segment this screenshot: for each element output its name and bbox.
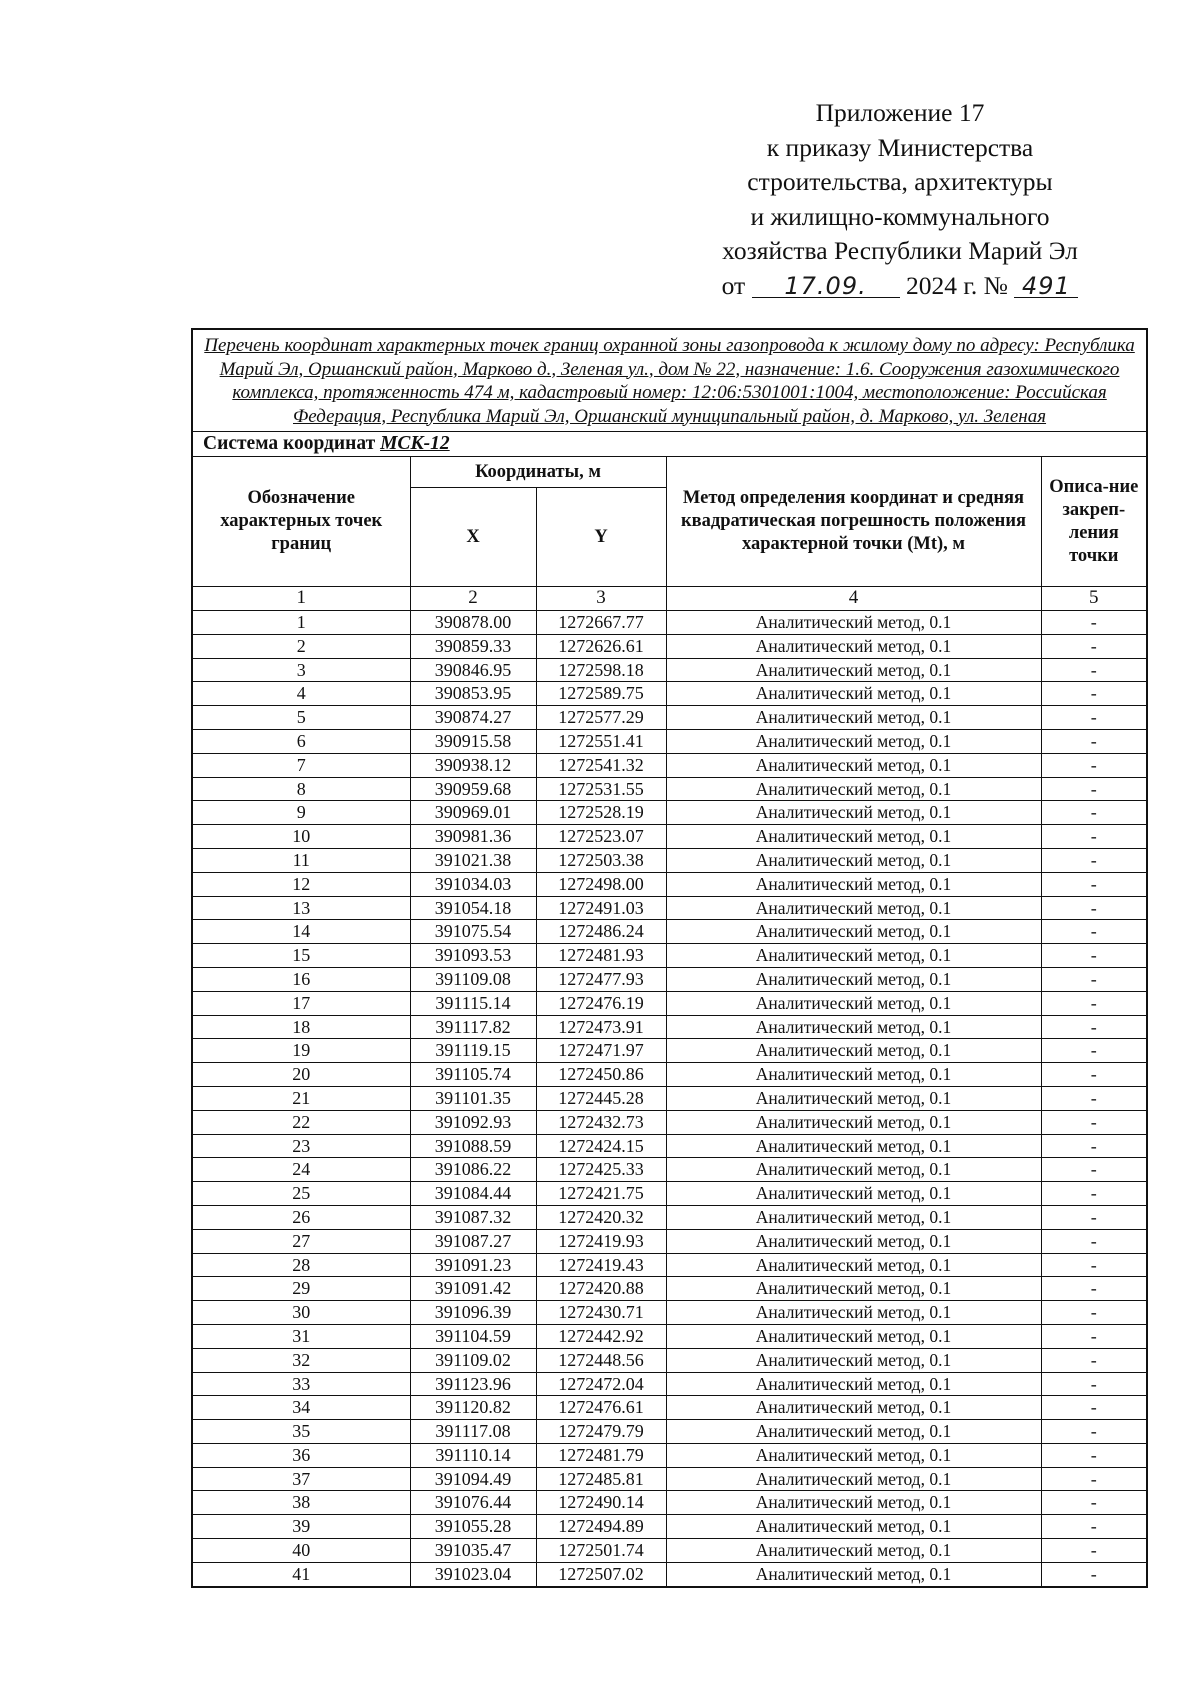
description-cell: - — [1041, 1253, 1147, 1277]
y-coordinate-cell: 1272501.74 — [536, 1539, 666, 1563]
description-cell: - — [1041, 1372, 1147, 1396]
y-coordinate-cell: 1272481.93 — [536, 944, 666, 968]
table-row — [192, 825, 1147, 849]
description-cell: - — [1041, 1539, 1147, 1563]
method-cell: Аналитический метод, 0.1 — [666, 1562, 1041, 1586]
description-cell: - — [1041, 1158, 1147, 1182]
y-coordinate-cell: 1272481.79 — [536, 1443, 666, 1467]
table-row — [192, 1205, 1147, 1229]
description-cell: - — [1041, 611, 1147, 635]
table-row — [192, 611, 1147, 635]
y-coordinate-cell: 1272476.61 — [536, 1396, 666, 1420]
table-row — [192, 1420, 1147, 1444]
table-row — [192, 896, 1147, 920]
table-row — [192, 1015, 1147, 1039]
table-row — [192, 1182, 1147, 1206]
description-cell: - — [1041, 1063, 1147, 1087]
method-cell: Аналитический метод, 0.1 — [666, 991, 1041, 1015]
table-row — [192, 991, 1147, 1015]
point-number-cell: 33 — [192, 1372, 410, 1396]
description-cell: - — [1041, 1324, 1147, 1348]
y-coordinate-cell: 1272479.79 — [536, 1420, 666, 1444]
y-coordinate-cell: 1272507.02 — [536, 1562, 666, 1586]
description-cell: - — [1041, 872, 1147, 896]
x-coordinate-cell: 391034.03 — [410, 872, 536, 896]
point-number-cell: 18 — [192, 1015, 410, 1039]
method-cell: Аналитический метод, 0.1 — [666, 1253, 1041, 1277]
y-coordinate-cell: 1272485.81 — [536, 1467, 666, 1491]
table-row — [192, 1515, 1147, 1539]
table-row — [192, 1348, 1147, 1372]
description-cell: - — [1041, 1491, 1147, 1515]
x-coordinate-cell: 391091.23 — [410, 1253, 536, 1277]
method-cell: Аналитический метод, 0.1 — [666, 1396, 1041, 1420]
method-cell: Аналитический метод, 0.1 — [666, 944, 1041, 968]
y-coordinate-cell: 1272551.41 — [536, 729, 666, 753]
y-coordinate-cell: 1272421.75 — [536, 1182, 666, 1206]
x-coordinate-cell: 391110.14 — [410, 1443, 536, 1467]
point-number-cell: 11 — [192, 848, 410, 872]
header-point: Обозначение характерных точек границ — [192, 457, 410, 587]
x-coordinate-cell: 391092.93 — [410, 1110, 536, 1134]
description-cell: - — [1041, 1015, 1147, 1039]
description-cell: - — [1041, 1443, 1147, 1467]
point-number-cell: 38 — [192, 1491, 410, 1515]
description-cell: - — [1041, 1515, 1147, 1539]
column-number: 5 — [1041, 587, 1147, 611]
header-line: хозяйства Республики Марий Эл — [722, 236, 1078, 265]
coordinate-system-row — [192, 432, 1147, 457]
x-coordinate-cell: 391109.08 — [410, 967, 536, 991]
y-coordinate-cell: 1272473.91 — [536, 1015, 666, 1039]
table-row — [192, 1063, 1147, 1087]
column-number: 2 — [410, 587, 536, 611]
number-blank — [1014, 269, 1078, 298]
x-coordinate-cell: 390959.68 — [410, 777, 536, 801]
point-number-cell: 14 — [192, 920, 410, 944]
header-y: Y — [536, 488, 666, 587]
y-coordinate-cell: 1272445.28 — [536, 1086, 666, 1110]
x-coordinate-cell: 390874.27 — [410, 706, 536, 730]
x-coordinate-cell: 391117.82 — [410, 1015, 536, 1039]
table-row — [192, 1491, 1147, 1515]
table-row — [192, 1301, 1147, 1325]
description-cell: - — [1041, 991, 1147, 1015]
point-number-cell: 27 — [192, 1229, 410, 1253]
method-cell: Аналитический метод, 0.1 — [666, 896, 1041, 920]
method-cell: Аналитический метод, 0.1 — [666, 1229, 1041, 1253]
point-number-cell: 2 — [192, 634, 410, 658]
y-coordinate-cell: 1272491.03 — [536, 896, 666, 920]
table-row — [192, 1253, 1147, 1277]
method-cell: Аналитический метод, 0.1 — [666, 1015, 1041, 1039]
x-coordinate-cell: 391101.35 — [410, 1086, 536, 1110]
method-cell: Аналитический метод, 0.1 — [666, 706, 1041, 730]
description-cell: - — [1041, 1562, 1147, 1586]
y-coordinate-cell: 1272503.38 — [536, 848, 666, 872]
description-cell: - — [1041, 729, 1147, 753]
method-cell: Аналитический метод, 0.1 — [666, 825, 1041, 849]
table-row — [192, 682, 1147, 706]
x-coordinate-cell: 390981.36 — [410, 825, 536, 849]
method-cell: Аналитический метод, 0.1 — [666, 753, 1041, 777]
table-row — [192, 1039, 1147, 1063]
description-cell: - — [1041, 658, 1147, 682]
point-number-cell: 13 — [192, 896, 410, 920]
table-row — [192, 872, 1147, 896]
table-row — [192, 848, 1147, 872]
x-coordinate-cell: 391076.44 — [410, 1491, 536, 1515]
y-coordinate-cell: 1272471.97 — [536, 1039, 666, 1063]
method-cell: Аналитический метод, 0.1 — [666, 729, 1041, 753]
table-row — [192, 777, 1147, 801]
method-cell: Аналитический метод, 0.1 — [666, 967, 1041, 991]
y-coordinate-cell: 1272589.75 — [536, 682, 666, 706]
description-cell: - — [1041, 1182, 1147, 1206]
point-number-cell: 4 — [192, 682, 410, 706]
table-row — [192, 634, 1147, 658]
header-method: Метод определения координат и средняя квадратическая погрешность положения характерной точки (Mt), м — [666, 457, 1041, 587]
y-coordinate-cell: 1272598.18 — [536, 658, 666, 682]
description-cell: - — [1041, 920, 1147, 944]
x-coordinate-cell: 390846.95 — [410, 658, 536, 682]
table-row — [192, 729, 1147, 753]
description-cell: - — [1041, 825, 1147, 849]
x-coordinate-cell: 391109.02 — [410, 1348, 536, 1372]
point-number-cell: 10 — [192, 825, 410, 849]
description-cell: - — [1041, 1396, 1147, 1420]
table-title: Перечень координат характерных точек границ охранной зоны газопровода к жилому дому по адресу: Республика Марий Эл, Оршанский район, Марково д., Зеленая ул., дом № 22, назначение: 1.6. Сооружения газохимического комплекса, протяженность 474 м, кадастровый номер: 12:06:5301001:1004, местоположение: Российская Федерация, Республика Марий Эл, Оршанский муниципальный район, д. Марково, ул. Зеленая — [192, 329, 1147, 432]
table-row — [192, 1158, 1147, 1182]
point-number-cell: 34 — [192, 1396, 410, 1420]
point-number-cell: 31 — [192, 1324, 410, 1348]
method-cell: Аналитический метод, 0.1 — [666, 611, 1041, 635]
x-coordinate-cell: 391055.28 — [410, 1515, 536, 1539]
description-cell: - — [1041, 896, 1147, 920]
method-cell: Аналитический метод, 0.1 — [666, 1301, 1041, 1325]
coordinate-system-value: МСК-12 — [380, 432, 450, 454]
description-cell: - — [1041, 1229, 1147, 1253]
method-cell: Аналитический метод, 0.1 — [666, 1277, 1041, 1301]
description-cell: - — [1041, 1086, 1147, 1110]
point-number-cell: 30 — [192, 1301, 410, 1325]
header-description: Описа-ние закреп-ления точки — [1041, 457, 1147, 587]
x-coordinate-cell: 391117.08 — [410, 1420, 536, 1444]
table-title-row — [192, 329, 1147, 432]
method-cell: Аналитический метод, 0.1 — [666, 1348, 1041, 1372]
x-coordinate-cell: 391084.44 — [410, 1182, 536, 1206]
y-coordinate-cell: 1272442.92 — [536, 1324, 666, 1348]
header-x: X — [410, 488, 536, 587]
x-coordinate-cell: 391035.47 — [410, 1539, 536, 1563]
point-number-cell: 39 — [192, 1515, 410, 1539]
description-cell: - — [1041, 1134, 1147, 1158]
point-number-cell: 40 — [192, 1539, 410, 1563]
point-number-cell: 1 — [192, 611, 410, 635]
method-cell: Аналитический метод, 0.1 — [666, 1515, 1041, 1539]
method-cell: Аналитический метод, 0.1 — [666, 634, 1041, 658]
description-cell: - — [1041, 1420, 1147, 1444]
x-coordinate-cell: 391054.18 — [410, 896, 536, 920]
x-coordinate-cell: 391075.54 — [410, 920, 536, 944]
header-line: к приказу Министерства — [766, 132, 1034, 162]
x-coordinate-cell: 391104.59 — [410, 1324, 536, 1348]
method-cell: Аналитический метод, 0.1 — [666, 920, 1041, 944]
table-row — [192, 1396, 1147, 1420]
table-row — [192, 753, 1147, 777]
column-number: 1 — [192, 587, 410, 611]
appendix-header — [690, 96, 1110, 303]
method-cell: Аналитический метод, 0.1 — [666, 1134, 1041, 1158]
point-number-cell: 3 — [192, 658, 410, 682]
method-cell: Аналитический метод, 0.1 — [666, 1158, 1041, 1182]
point-number-cell: 29 — [192, 1277, 410, 1301]
point-number-cell: 25 — [192, 1182, 410, 1206]
x-coordinate-cell: 391115.14 — [410, 991, 536, 1015]
x-coordinate-cell: 390859.33 — [410, 634, 536, 658]
y-coordinate-cell: 1272432.73 — [536, 1110, 666, 1134]
method-cell: Аналитический метод, 0.1 — [666, 1205, 1041, 1229]
description-cell: - — [1041, 967, 1147, 991]
description-cell: - — [1041, 1301, 1147, 1325]
point-number-cell: 35 — [192, 1420, 410, 1444]
x-coordinate-cell: 390878.00 — [410, 611, 536, 635]
x-coordinate-cell: 390969.01 — [410, 801, 536, 825]
description-cell: - — [1041, 1348, 1147, 1372]
y-coordinate-cell: 1272523.07 — [536, 825, 666, 849]
table-row — [192, 1134, 1147, 1158]
method-cell: Аналитический метод, 0.1 — [666, 658, 1041, 682]
method-cell: Аналитический метод, 0.1 — [666, 1539, 1041, 1563]
description-cell: - — [1041, 848, 1147, 872]
table-row — [192, 801, 1147, 825]
y-coordinate-cell: 1272419.43 — [536, 1253, 666, 1277]
handwritten-number: 491 — [1021, 271, 1071, 300]
y-coordinate-cell: 1272430.71 — [536, 1301, 666, 1325]
y-coordinate-cell: 1272472.04 — [536, 1372, 666, 1396]
y-coordinate-cell: 1272420.88 — [536, 1277, 666, 1301]
y-coordinate-cell: 1272577.29 — [536, 706, 666, 730]
point-number-cell: 15 — [192, 944, 410, 968]
table-row — [192, 1229, 1147, 1253]
x-coordinate-cell: 391094.49 — [410, 1467, 536, 1491]
point-number-cell: 36 — [192, 1443, 410, 1467]
description-cell: - — [1041, 801, 1147, 825]
x-coordinate-cell: 391096.39 — [410, 1301, 536, 1325]
point-number-cell: 19 — [192, 1039, 410, 1063]
table-row — [192, 1372, 1147, 1396]
table-row — [192, 706, 1147, 730]
method-cell: Аналитический метод, 0.1 — [666, 1110, 1041, 1134]
y-coordinate-cell: 1272626.61 — [536, 634, 666, 658]
method-cell: Аналитический метод, 0.1 — [666, 801, 1041, 825]
description-cell: - — [1041, 706, 1147, 730]
table-row — [192, 1467, 1147, 1491]
method-cell: Аналитический метод, 0.1 — [666, 1467, 1041, 1491]
table-row — [192, 920, 1147, 944]
point-number-cell: 28 — [192, 1253, 410, 1277]
y-coordinate-cell: 1272528.19 — [536, 801, 666, 825]
point-number-cell: 20 — [192, 1063, 410, 1087]
point-number-cell: 37 — [192, 1467, 410, 1491]
method-cell: Аналитический метод, 0.1 — [666, 1372, 1041, 1396]
method-cell: Аналитический метод, 0.1 — [666, 1324, 1041, 1348]
x-coordinate-cell: 391087.32 — [410, 1205, 536, 1229]
x-coordinate-cell: 391023.04 — [410, 1562, 536, 1586]
point-number-cell: 5 — [192, 706, 410, 730]
header-row — [192, 457, 1147, 488]
column-number-row — [192, 587, 1147, 611]
y-coordinate-cell: 1272531.55 — [536, 777, 666, 801]
description-cell: - — [1041, 1277, 1147, 1301]
x-coordinate-cell: 391105.74 — [410, 1063, 536, 1087]
method-cell: Аналитический метод, 0.1 — [666, 1039, 1041, 1063]
x-coordinate-cell: 391021.38 — [410, 848, 536, 872]
y-coordinate-cell: 1272494.89 — [536, 1515, 666, 1539]
point-number-cell: 16 — [192, 967, 410, 991]
method-cell: Аналитический метод, 0.1 — [666, 1491, 1041, 1515]
table-row — [192, 967, 1147, 991]
y-coordinate-cell: 1272420.32 — [536, 1205, 666, 1229]
method-cell: Аналитический метод, 0.1 — [666, 1443, 1041, 1467]
method-cell: Аналитический метод, 0.1 — [666, 1420, 1041, 1444]
header-coords: Координаты, м — [410, 457, 666, 488]
x-coordinate-cell: 391120.82 — [410, 1396, 536, 1420]
description-cell: - — [1041, 634, 1147, 658]
point-number-cell: 21 — [192, 1086, 410, 1110]
y-coordinate-cell: 1272425.33 — [536, 1158, 666, 1182]
description-cell: - — [1041, 777, 1147, 801]
coordinate-system-label: Система координат — [203, 432, 376, 454]
table-row — [192, 1539, 1147, 1563]
y-coordinate-cell: 1272498.00 — [536, 872, 666, 896]
x-coordinate-cell: 391091.42 — [410, 1277, 536, 1301]
description-cell: - — [1041, 944, 1147, 968]
handwritten-date: 17.09. — [784, 271, 867, 300]
y-coordinate-cell: 1272486.24 — [536, 920, 666, 944]
point-number-cell: 23 — [192, 1134, 410, 1158]
x-coordinate-cell: 391093.53 — [410, 944, 536, 968]
description-cell: - — [1041, 753, 1147, 777]
point-number-cell: 32 — [192, 1348, 410, 1372]
table-row — [192, 1324, 1147, 1348]
y-coordinate-cell: 1272450.86 — [536, 1063, 666, 1087]
header-line: Приложение 17 — [815, 98, 985, 127]
point-number-cell: 6 — [192, 729, 410, 753]
point-number-cell: 22 — [192, 1110, 410, 1134]
table-row — [192, 658, 1147, 682]
method-cell: Аналитический метод, 0.1 — [666, 848, 1041, 872]
y-coordinate-cell: 1272419.93 — [536, 1229, 666, 1253]
description-cell: - — [1041, 1467, 1147, 1491]
y-coordinate-cell: 1272541.32 — [536, 753, 666, 777]
table-row — [192, 1443, 1147, 1467]
method-cell: Аналитический метод, 0.1 — [666, 872, 1041, 896]
y-coordinate-cell: 1272424.15 — [536, 1134, 666, 1158]
table-row — [192, 944, 1147, 968]
date-prefix: от — [721, 270, 746, 300]
date-blank — [752, 269, 900, 298]
point-number-cell: 26 — [192, 1205, 410, 1229]
description-cell: - — [1041, 682, 1147, 706]
x-coordinate-cell: 391088.59 — [410, 1134, 536, 1158]
description-cell: - — [1041, 1110, 1147, 1134]
point-number-cell: 41 — [192, 1562, 410, 1586]
coordinates-table — [191, 328, 1148, 1588]
point-number-cell: 24 — [192, 1158, 410, 1182]
y-coordinate-cell: 1272667.77 — [536, 611, 666, 635]
point-number-cell: 12 — [192, 872, 410, 896]
y-coordinate-cell: 1272490.14 — [536, 1491, 666, 1515]
x-coordinate-cell: 391086.22 — [410, 1158, 536, 1182]
coordinate-system — [192, 432, 1147, 457]
header-line: строительства, архитектуры — [747, 167, 1053, 196]
y-coordinate-cell: 1272476.19 — [536, 991, 666, 1015]
y-coordinate-cell: 1272477.93 — [536, 967, 666, 991]
x-coordinate-cell: 390915.58 — [410, 729, 536, 753]
point-number-cell: 7 — [192, 753, 410, 777]
table-row — [192, 1110, 1147, 1134]
description-cell: - — [1041, 1205, 1147, 1229]
point-number-cell: 8 — [192, 777, 410, 801]
column-number: 3 — [536, 587, 666, 611]
x-coordinate-cell: 390853.95 — [410, 682, 536, 706]
method-cell: Аналитический метод, 0.1 — [666, 1063, 1041, 1087]
x-coordinate-cell: 391123.96 — [410, 1372, 536, 1396]
method-cell: Аналитический метод, 0.1 — [666, 1182, 1041, 1206]
x-coordinate-cell: 390938.12 — [410, 753, 536, 777]
column-number: 4 — [666, 587, 1041, 611]
point-number-cell: 17 — [192, 991, 410, 1015]
description-cell: - — [1041, 1039, 1147, 1063]
y-coordinate-cell: 1272448.56 — [536, 1348, 666, 1372]
table-row — [192, 1086, 1147, 1110]
order-date-line — [690, 269, 1110, 304]
header-line: и жилищно-коммунального — [750, 201, 1050, 231]
method-cell: Аналитический метод, 0.1 — [666, 682, 1041, 706]
x-coordinate-cell: 391087.27 — [410, 1229, 536, 1253]
method-cell: Аналитический метод, 0.1 — [666, 1086, 1041, 1110]
table-row — [192, 1277, 1147, 1301]
point-number-cell: 9 — [192, 801, 410, 825]
method-cell: Аналитический метод, 0.1 — [666, 777, 1041, 801]
x-coordinate-cell: 391119.15 — [410, 1039, 536, 1063]
year-number-label: 2024 г. № — [905, 270, 1008, 300]
table-row — [192, 1562, 1147, 1586]
